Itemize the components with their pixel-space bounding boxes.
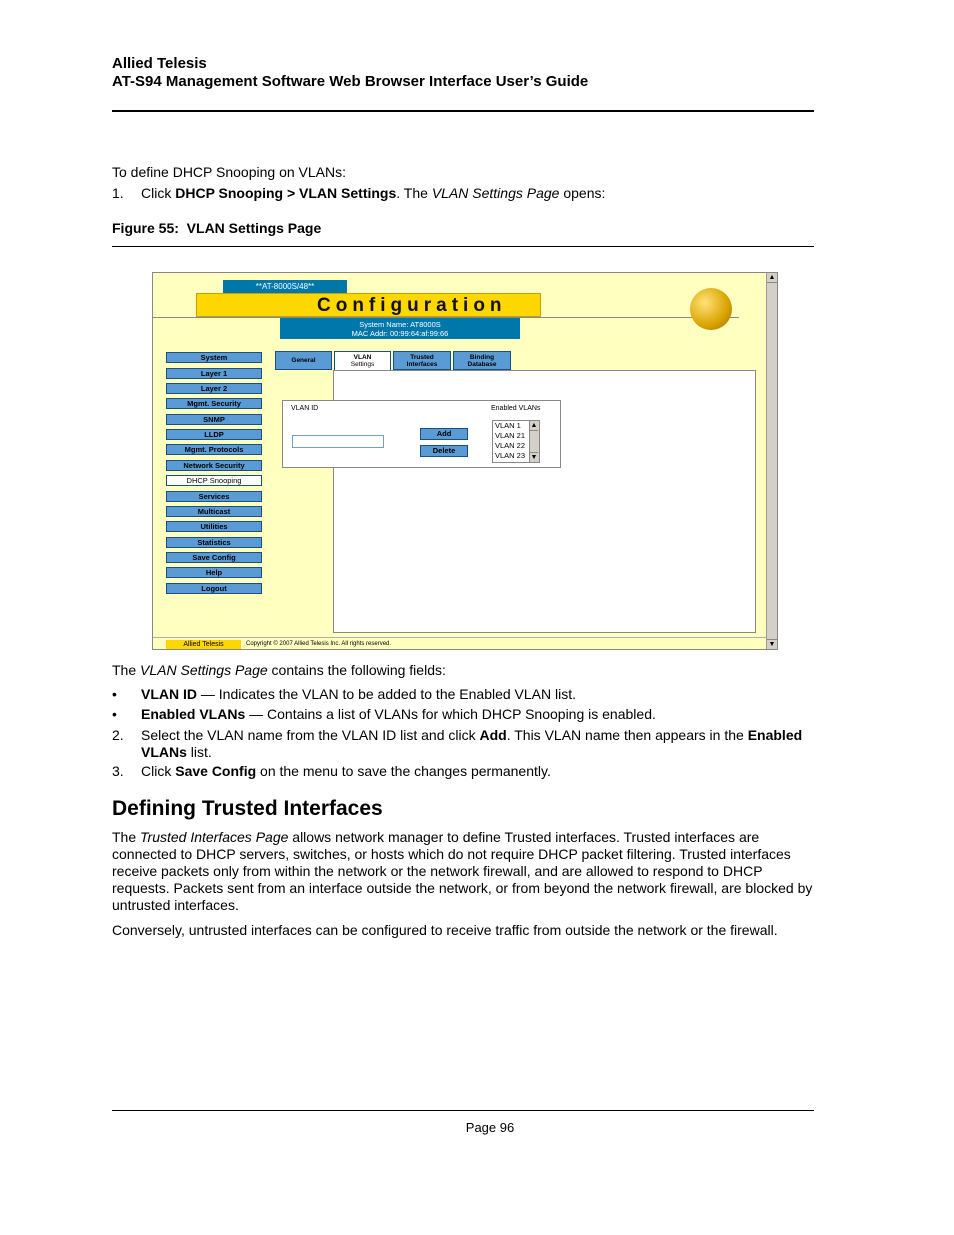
step-2-text-line1: Select the VLAN name from the VLAN ID list and click Add. This VLAN name then appears in the Enabled (141, 727, 803, 743)
bullet-vlan-id: VLAN ID — Indicates the VLAN to be added to the Enabled VLAN list. (141, 686, 577, 702)
enabled-vlans-label: Enabled VLANs (491, 405, 541, 412)
menu-statistics[interactable]: Statistics (166, 537, 262, 548)
menu-layer-2[interactable]: Layer 2 (166, 383, 262, 394)
menu-system[interactable]: System (166, 352, 262, 363)
step-1-number: 1. (112, 185, 124, 201)
menu-multicast[interactable]: Multicast (166, 506, 262, 517)
page-scrollbar[interactable] (766, 273, 777, 649)
list-item[interactable]: VLAN 21 (495, 431, 526, 440)
tab-vlan-settings[interactable] (334, 351, 391, 372)
menu-layer-1[interactable]: Layer 1 (166, 368, 262, 379)
tab-binding-database[interactable] (453, 351, 511, 370)
list-item[interactable]: VLAN 22 (495, 441, 526, 450)
menu-utilities[interactable]: Utilities (166, 521, 262, 532)
scroll-up-icon[interactable]: ▲ (768, 274, 776, 281)
menu-mgmt-protocols[interactable]: Mgmt. Protocols (166, 444, 262, 455)
tab-trusted-interfaces[interactable] (393, 351, 451, 370)
menu-services[interactable]: Services (166, 491, 262, 502)
menu-snmp[interactable]: SNMP (166, 414, 262, 425)
tab-vlan-settings-label-2: Settings (350, 361, 375, 368)
intro-text: To define DHCP Snooping on VLANs: (112, 164, 346, 180)
tab-general[interactable] (275, 351, 332, 370)
footer-rule (112, 1110, 814, 1111)
bullet-enabled-vlans: Enabled VLANs — Contains a list of VLANs for which DHCP Snooping is enabled. (141, 706, 656, 722)
menu-help[interactable]: Help (166, 567, 262, 578)
menu-mgmt-security[interactable]: Mgmt. Security (166, 398, 262, 409)
bullet-icon: • (112, 706, 117, 722)
vlan-id-label: VLAN ID (291, 405, 319, 412)
section-heading: Defining Trusted Interfaces (112, 797, 383, 820)
fields-intro: The VLAN Settings Page contains the following fields: (112, 662, 446, 678)
mac-address: MAC Addr: 00:99:64:af:99:66 (351, 329, 449, 338)
list-scrollbar[interactable] (529, 421, 539, 462)
menu-network-security[interactable]: Network Security (166, 460, 262, 471)
delete-button[interactable]: Delete (420, 445, 468, 457)
tab-trusted-label-1: Trusted (410, 354, 434, 361)
copyright-text: Copyright © 2007 Allied Telesis Inc. All rights reserved. (246, 641, 392, 647)
step-1-text: Click DHCP Snooping > VLAN Settings. The VLAN Settings Page opens: (141, 185, 606, 201)
tab-binding-label-1: Binding (469, 354, 495, 361)
scroll-down-icon[interactable]: ▼ (768, 641, 776, 648)
figure-caption: Figure 55: VLAN Settings Page (112, 220, 322, 236)
document-title: AT-S94 Management Software Web Browser Interface User’s Guide (112, 73, 589, 90)
scroll-up-icon[interactable]: ▲ (530, 422, 538, 429)
model-label: **AT-8000S/48** (223, 280, 347, 293)
scroll-down-icon[interactable]: ▼ (530, 454, 538, 461)
caption-rule (112, 246, 814, 247)
configuration-banner (196, 293, 541, 317)
system-name: System Name: AT8000S (359, 320, 441, 329)
list-item[interactable]: VLAN 1 (495, 421, 521, 430)
system-info (280, 318, 520, 339)
header-rule (112, 110, 814, 112)
menu-lldp[interactable]: LLDP (166, 429, 262, 440)
tab-binding-label-2: Database (467, 361, 497, 368)
list-item[interactable]: VLAN 23 (495, 451, 526, 460)
configuration-title: Configuration (317, 295, 507, 316)
bullet-icon: • (112, 686, 117, 702)
step-3-number: 3. (112, 763, 124, 779)
company-name: Allied Telesis (112, 55, 207, 72)
enabled-vlans-list[interactable] (492, 420, 540, 463)
menu-logout[interactable]: Logout (166, 583, 262, 594)
globe-logo-icon (690, 288, 732, 330)
section-paragraph-1: The Trusted Interfaces Page allows network manager to define Trusted interfaces. Trusted interfaces are connected to DHCP servers, switches, or hosts which do not require DHCP packet filtering. Trusted interfaces receive packets only from within the network or the network firewall, and are allowed to respond to DHCP requests. Packets sent from an interface outside the network, or from beyond the network firewall, are blocked by untrusted interfaces. (112, 829, 813, 913)
section-paragraph-2: Conversely, untrusted interfaces can be configured to receive traffic from outside the network or the firewall. (112, 922, 778, 938)
menu-dhcp-snooping[interactable]: DHCP Snooping (166, 475, 262, 486)
allied-telesis-logo: Allied Telesis (166, 640, 241, 649)
tab-trusted-label-2: Interfaces (406, 361, 438, 368)
page-number: Page 96 (465, 1120, 515, 1135)
step-3-text: Click Save Config on the menu to save the changes permanently. (141, 763, 551, 779)
vlan-settings-screenshot (152, 272, 778, 650)
tab-general-label: General (291, 357, 316, 364)
tab-vlan-settings-label-1: VLAN (353, 354, 372, 361)
step-2-number: 2. (112, 727, 124, 743)
step-2-text-line2: VLANs list. (141, 744, 212, 760)
menu-save-config[interactable]: Save Config (166, 552, 262, 563)
screenshot-footer (153, 637, 769, 650)
add-button[interactable]: Add (420, 428, 468, 440)
vlan-id-input[interactable] (292, 435, 384, 448)
